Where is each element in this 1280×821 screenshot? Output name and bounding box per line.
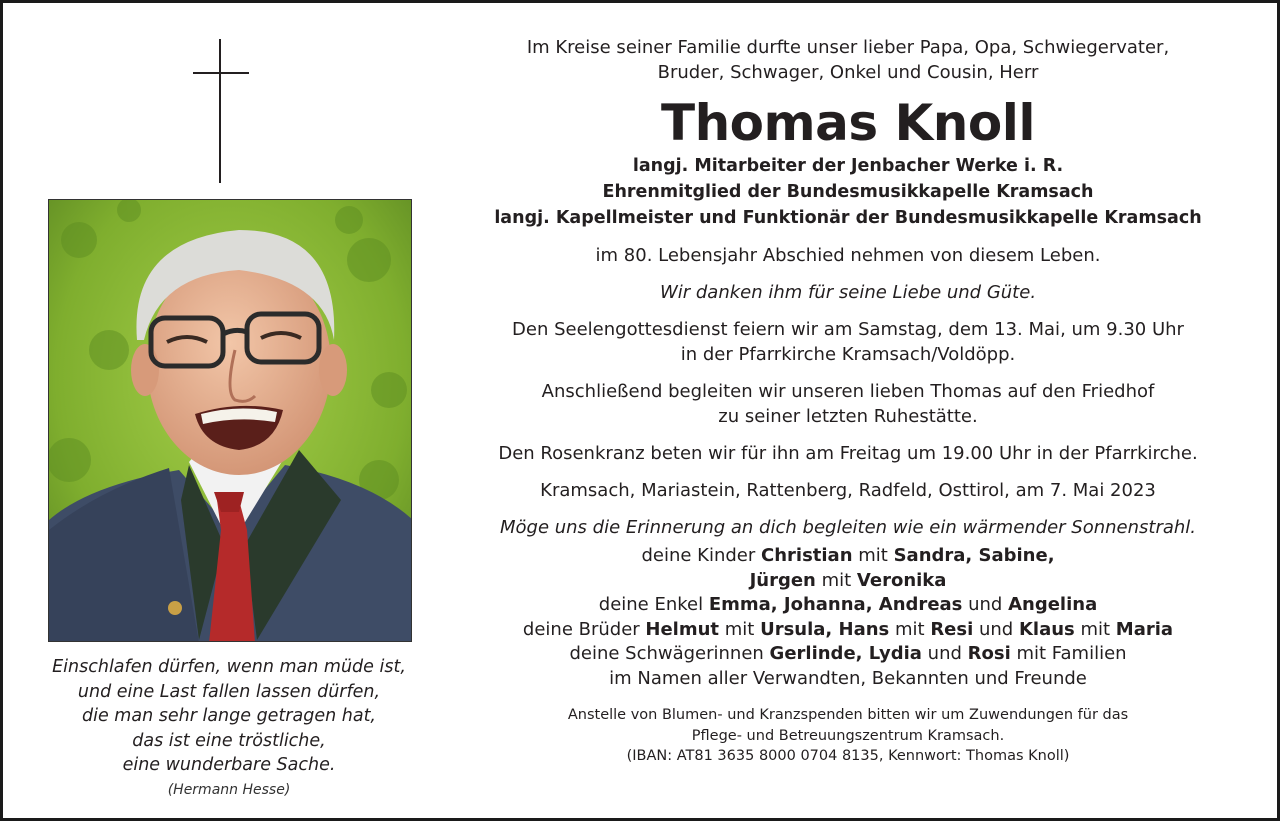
poem-line: eine wunderbare Sache. [122, 755, 336, 775]
burial-line: zu seiner letzten Ruhestätte. [718, 406, 978, 427]
family-list [458, 544, 1238, 691]
memory-quote: Möge uns die Erinnerung an dich begleiten wie ein wärmender Sonnenstrahl. [499, 517, 1197, 538]
burial-info [458, 379, 1238, 429]
intro-line: Bruder, Schwager, Onkel und Cousin, Herr [657, 62, 1039, 83]
mass-info [458, 317, 1238, 367]
deceased-name: Thomas Knoll [660, 94, 1036, 152]
donation-note [458, 705, 1238, 767]
cross-icon [191, 39, 251, 183]
role-line: Ehrenmitglied der Bundesmusikkapelle Kramsach [602, 182, 1094, 202]
poem-line: und eine Last fallen lassen dürfen, [77, 681, 381, 702]
rosary-info: Den Rosenkranz beten wir für ihn am Freitag um 19.00 Uhr in der Pfarrkirche. [498, 443, 1198, 464]
poem-line: die man sehr lange getragen hat, [82, 706, 376, 726]
family-children-2: Jürgen mit Veronika [749, 569, 947, 591]
family-relatives: im Namen aller Verwandten, Bekannten und Freunde [609, 667, 1087, 689]
poem-author: (Hermann Hesse) [167, 781, 291, 798]
role-line: langj. Kapellmeister und Funktionär der Bundesmusikkapelle Kramsach [494, 208, 1202, 228]
family-grandchildren: deine Enkel Emma, Johanna, Andreas und Angelina [598, 594, 1098, 615]
roles [458, 153, 1238, 231]
family-sisters-in-law: deine Schwägerinnen Gerlinde, Lydia und Rosi mit Familien [569, 643, 1127, 664]
mass-line: Den Seelengottesdienst feiern wir am Samstag, dem 13. Mai, um 9.30 Uhr [512, 319, 1184, 340]
place-date: Kramsach, Mariastein, Rattenberg, Radfeld, Osttirol, am 7. Mai 2023 [540, 480, 1156, 501]
note-line: Anstelle von Blumen- und Kranzspenden bitten wir um Zuwendungen für das [567, 707, 1129, 723]
note-line: Pflege- und Betreuungszentrum Kramsach. [691, 727, 1005, 744]
poem-line: Einschlafen dürfen, wenn man müde ist, [52, 657, 406, 677]
burial-line: Anschließend begleiten wir unseren lieben Thomas auf den Friedhof [541, 381, 1155, 402]
poem-line: das ist eine tröstliche, [132, 730, 326, 751]
family-children: deine Kinder Christian mit Sandra, Sabine, [641, 545, 1055, 566]
note-line: (IBAN: AT81 3635 8000 0704 8135, Kennwort: Thomas Knoll) [626, 748, 1070, 764]
role-line: langj. Mitarbeiter der Jenbacher Werke i. R. [632, 156, 1064, 176]
portrait-photo [48, 199, 412, 642]
family-brothers: deine Brüder Helmut mit Ursula, Hans mit Resi und Klaus mit Maria [522, 618, 1174, 640]
intro-line: Im Kreise seiner Familie durfte unser lieber Papa, Opa, Schwiegervater, [526, 37, 1170, 58]
thanks-text: Wir danken ihm für seine Liebe und Güte. [659, 282, 1037, 303]
poem [23, 655, 435, 800]
farewell-text: im 80. Lebensjahr Abschied nehmen von diesem Leben. [595, 245, 1101, 266]
mass-line: in der Pfarrkirche Kramsach/Voldöpp. [680, 344, 1016, 365]
notice-text [458, 35, 1238, 767]
intro [458, 35, 1238, 85]
